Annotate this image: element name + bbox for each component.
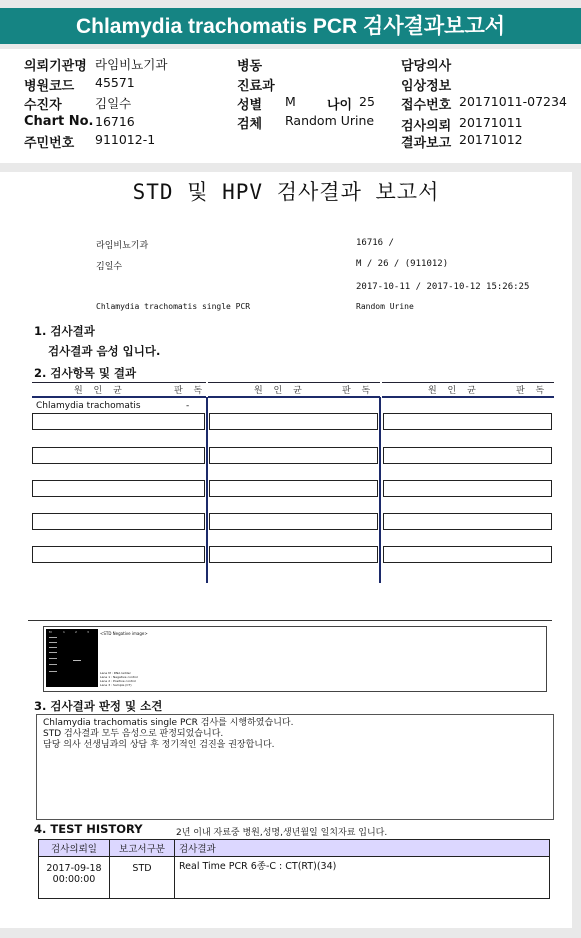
table-row bbox=[39, 857, 550, 899]
comment-line: STD 검사결과 모두 음성으로 판정되었습니다. bbox=[43, 729, 224, 739]
section4-title: 4. TEST HISTORY bbox=[34, 822, 143, 836]
comment-line: Chlamydia trachomatis single PCR 검사를 시행하였습니다. bbox=[43, 718, 294, 728]
report-date-value: 20171012 bbox=[459, 132, 523, 147]
result-box bbox=[383, 413, 552, 430]
result-box bbox=[383, 546, 552, 563]
chart-no-label: Chart No. bbox=[24, 114, 94, 129]
result-box bbox=[209, 447, 378, 464]
col-judgement-header: 판 독 bbox=[516, 386, 549, 396]
col-judgement-header: 판 독 bbox=[174, 386, 207, 396]
result-box bbox=[209, 413, 378, 430]
comment-line: 담당 의사 선생님과의 상담 후 정기적인 검진을 권장합니다. bbox=[43, 740, 275, 750]
report-dates: 2017-10-11 / 2017-10-12 15:26:25 bbox=[356, 282, 530, 292]
patient-value: 김일수 bbox=[95, 96, 132, 111]
lane-label: 3 bbox=[87, 630, 89, 634]
report-chart-no: 16716 / bbox=[356, 238, 394, 248]
specimen-label: 검체 bbox=[237, 117, 263, 132]
history-header-row bbox=[39, 840, 550, 857]
result-box bbox=[209, 513, 378, 530]
report-date-label: 결과보고 bbox=[401, 136, 452, 151]
gel-legend-item: Lane 3 : Sample (CT) bbox=[100, 683, 132, 687]
column-divider bbox=[379, 397, 381, 583]
result-box bbox=[383, 513, 552, 530]
resident-no-label: 주민번호 bbox=[24, 136, 75, 151]
report-patient: 김일수 bbox=[96, 262, 123, 272]
resident-no-value: 911012-1 bbox=[95, 132, 156, 147]
history-time: 00:00:00 bbox=[52, 874, 96, 885]
col-judgement-header: 판 독 bbox=[342, 386, 375, 396]
accession-label: 접수번호 bbox=[401, 98, 452, 113]
history-date: 2017-09-18 bbox=[46, 863, 102, 874]
history-type: STD bbox=[110, 857, 175, 899]
comment-box bbox=[36, 714, 554, 820]
lane-label: M bbox=[49, 630, 52, 634]
section3-title: 3. 검사결과 판정 및 소견 bbox=[34, 699, 163, 713]
request-date-label: 검사의뢰 bbox=[401, 119, 452, 134]
gel-image-title: <STD Negative image> bbox=[100, 631, 148, 636]
lane-label: 2 bbox=[75, 630, 77, 634]
col-header-1 bbox=[32, 382, 206, 398]
history-result: Real Time PCR 6종-C : CT(RT)(34) bbox=[175, 857, 550, 899]
result-box bbox=[32, 413, 205, 430]
result-box bbox=[32, 447, 205, 464]
doctor-label: 담당의사 bbox=[401, 59, 452, 74]
result-box bbox=[383, 447, 552, 464]
gel-legend-item: Lane 2 : Positive control bbox=[100, 679, 136, 683]
gel-legend-item: Lane M : DNA ladder bbox=[100, 671, 131, 675]
patient-label: 수진자 bbox=[24, 98, 62, 113]
request-date-value: 20171011 bbox=[459, 115, 523, 130]
sex-label: 성별 bbox=[237, 98, 263, 113]
column-divider bbox=[206, 397, 208, 583]
col-pathogen-header: 원 인 균 bbox=[74, 386, 126, 396]
history-header-type: 보고서구분 bbox=[110, 840, 175, 857]
result-box bbox=[209, 546, 378, 563]
result-box bbox=[32, 480, 205, 497]
report-institution: 라임비뇨기과 bbox=[96, 241, 149, 251]
hospital-code-label: 병원코드 bbox=[24, 79, 75, 94]
result-box bbox=[209, 480, 378, 497]
chart-no-value: 16716 bbox=[95, 114, 135, 129]
gel-image-panel bbox=[43, 626, 547, 692]
history-header-result: 검사결과 bbox=[175, 840, 550, 857]
section1-result: 검사결과 음성 입니다. bbox=[48, 344, 161, 358]
gel-electrophoresis-image bbox=[46, 629, 98, 687]
report-sex-age: M / 26 / (911012) bbox=[356, 259, 449, 269]
history-header-date: 검사의뢰일 bbox=[39, 840, 110, 857]
ward-label: 병동 bbox=[237, 59, 263, 74]
col-pathogen-header: 원 인 균 bbox=[254, 386, 306, 396]
col-pathogen-header: 원 인 균 bbox=[428, 386, 480, 396]
hospital-code-value: 45571 bbox=[95, 75, 135, 90]
row1-judgement: - bbox=[186, 401, 190, 411]
document-title: STD 및 HPV 검사결과 보고서 bbox=[132, 180, 440, 204]
col-header-2 bbox=[208, 382, 380, 398]
divider-line bbox=[28, 620, 552, 621]
institution-value: 라임비뇨기과 bbox=[95, 57, 168, 72]
row1-pathogen-name: Chlamydia trachomatis bbox=[36, 401, 141, 411]
age-label: 나이 bbox=[327, 98, 353, 113]
specimen-value: Random Urine bbox=[285, 113, 375, 128]
lane-label: 1 bbox=[63, 630, 65, 634]
history-note: 2년 이내 자료중 병원,성명,생년월일 일치자료 입니다. bbox=[176, 828, 388, 838]
section1-title: 1. 검사결과 bbox=[34, 324, 95, 338]
dept-label: 진료과 bbox=[237, 79, 275, 94]
age-value: 25 bbox=[359, 94, 375, 109]
clinical-info-label: 임상정보 bbox=[401, 79, 452, 94]
history-date-cell bbox=[39, 857, 110, 899]
report-title-bar: Chlamydia trachomatis PCR 검사결과보고서 bbox=[0, 8, 581, 44]
result-box bbox=[383, 480, 552, 497]
report-test-name: Chlamydia trachomatis single PCR bbox=[96, 302, 251, 311]
result-box bbox=[32, 546, 205, 563]
result-box bbox=[32, 513, 205, 530]
col-header-3 bbox=[382, 382, 554, 398]
report-specimen: Random Urine bbox=[356, 302, 414, 311]
sex-value: M bbox=[285, 94, 296, 109]
gel-legend-item: Lane 1 : Negative control bbox=[100, 675, 138, 679]
test-history-table bbox=[38, 839, 550, 899]
institution-label: 의뢰기관명 bbox=[24, 59, 87, 74]
section2-title: 2. 검사항목 및 결과 bbox=[34, 366, 137, 380]
accession-value: 20171011-07234 bbox=[459, 94, 567, 109]
patient-header bbox=[0, 49, 581, 163]
